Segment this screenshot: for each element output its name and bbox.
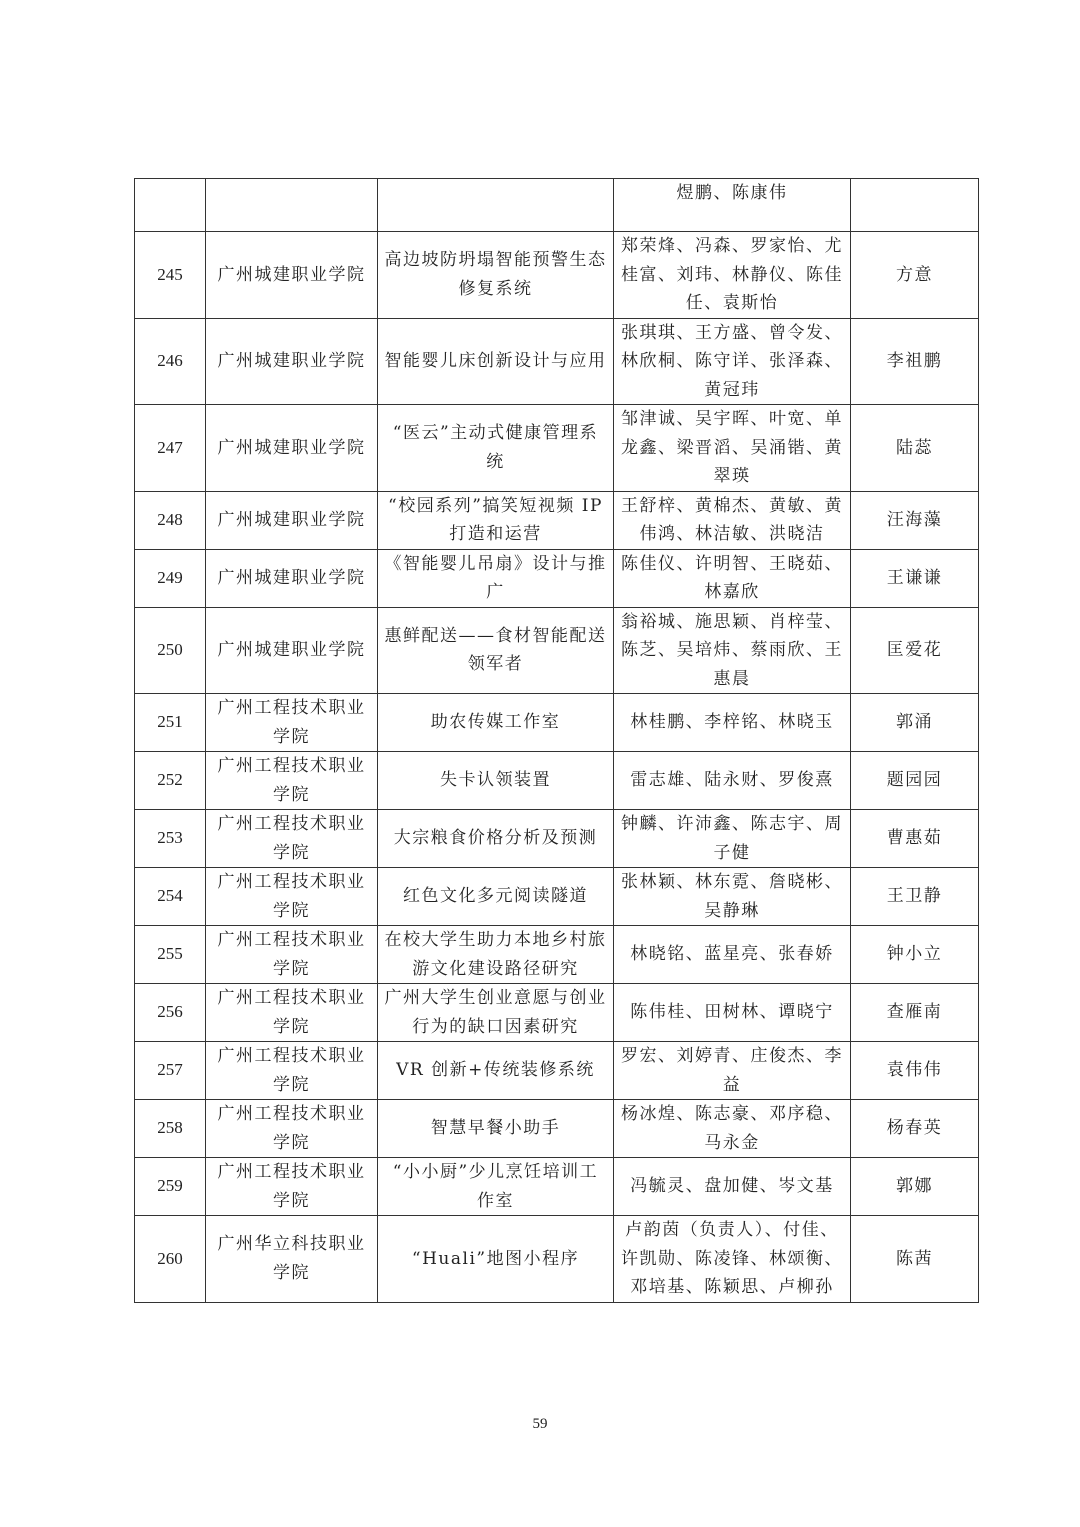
cell-project: 助农传媒工作室 (378, 694, 614, 752)
table-row (135, 549, 979, 607)
cell-members: 郑荣烽、冯森、罗家怡、尤桂富、刘玮、林静仪、陈佳任、袁斯怡 (614, 232, 851, 319)
cell-project: VR 创新+传统装修系统 (378, 1042, 614, 1100)
table-row (135, 1042, 979, 1100)
table-row (135, 491, 979, 549)
cell-school: 广州工程技术职业学院 (206, 1158, 378, 1216)
cell-members: 陈伟桂、田树林、谭晓宁 (614, 984, 851, 1042)
table-row (135, 1100, 979, 1158)
cell-school: 广州工程技术职业学院 (206, 810, 378, 868)
cell-advisor (851, 179, 979, 232)
cell-number: 251 (135, 694, 206, 752)
cell-advisor: 题园园 (851, 752, 979, 810)
cell-advisor: 郭涌 (851, 694, 979, 752)
table-row (135, 232, 979, 319)
table-row (135, 926, 979, 984)
cell-members: 雷志雄、陆永财、罗俊熹 (614, 752, 851, 810)
cell-advisor: 陆蕊 (851, 405, 979, 492)
cell-number: 250 (135, 607, 206, 694)
cell-number: 256 (135, 984, 206, 1042)
cell-school: 广州城建职业学院 (206, 405, 378, 492)
table-row (135, 607, 979, 694)
cell-advisor: 李祖鹏 (851, 318, 979, 405)
table-row (135, 179, 979, 232)
cell-members: 冯毓灵、盘加健、岑文基 (614, 1158, 851, 1216)
cell-school: 广州工程技术职业学院 (206, 1100, 378, 1158)
cell-project: 《智能婴儿吊扇》设计与推广 (378, 549, 614, 607)
cell-number: 252 (135, 752, 206, 810)
cell-number: 260 (135, 1216, 206, 1303)
table-body (135, 179, 979, 1303)
cell-advisor: 陈茜 (851, 1216, 979, 1303)
cell-number: 254 (135, 868, 206, 926)
cell-advisor: 方意 (851, 232, 979, 319)
cell-advisor: 曹惠茹 (851, 810, 979, 868)
cell-school: 广州工程技术职业学院 (206, 868, 378, 926)
cell-members: 卢韵茵（负责人）、付佳、许凯勋、陈凌锋、林颂衡、邓培基、陈颖思、卢柳孙 (614, 1216, 851, 1303)
cell-advisor: 钟小立 (851, 926, 979, 984)
cell-number (135, 179, 206, 232)
cell-project: 智慧早餐小助手 (378, 1100, 614, 1158)
cell-advisor: 汪海藻 (851, 491, 979, 549)
cell-project: 失卡认领装置 (378, 752, 614, 810)
cell-project: 智能婴儿床创新设计与应用 (378, 318, 614, 405)
cell-members: 张琪琪、王方盛、曾令发、林欣桐、陈守详、张泽森、黄冠玮 (614, 318, 851, 405)
cell-advisor: 王卫静 (851, 868, 979, 926)
cell-number: 255 (135, 926, 206, 984)
cell-project: “校园系列”搞笑短视频 IP 打造和运营 (378, 491, 614, 549)
cell-members: 林桂鹏、李梓铭、林晓玉 (614, 694, 851, 752)
cell-number: 249 (135, 549, 206, 607)
cell-project: “医云”主动式健康管理系统 (378, 405, 614, 492)
cell-advisor: 郭娜 (851, 1158, 979, 1216)
cell-number: 259 (135, 1158, 206, 1216)
cell-members: 陈佳仪、许明智、王晓茹、林嘉欣 (614, 549, 851, 607)
cell-school: 广州工程技术职业学院 (206, 694, 378, 752)
cell-school: 广州城建职业学院 (206, 607, 378, 694)
cell-number: 246 (135, 318, 206, 405)
cell-advisor: 王谦谦 (851, 549, 979, 607)
cell-project: 在校大学生助力本地乡村旅游文化建设路径研究 (378, 926, 614, 984)
cell-school: 广州城建职业学院 (206, 491, 378, 549)
awards-table (134, 178, 979, 1303)
cell-number: 257 (135, 1042, 206, 1100)
cell-members: 张林颖、林东霓、詹晓彬、吴静琳 (614, 868, 851, 926)
table-row (135, 810, 979, 868)
table-row (135, 1216, 979, 1303)
cell-project: 红色文化多元阅读隧道 (378, 868, 614, 926)
cell-advisor: 袁伟伟 (851, 1042, 979, 1100)
cell-number: 247 (135, 405, 206, 492)
cell-school: 广州工程技术职业学院 (206, 752, 378, 810)
cell-members: 煜鹏、陈康伟 (614, 179, 851, 232)
cell-project: 高边坡防坍塌智能预警生态修复系统 (378, 232, 614, 319)
table-row (135, 752, 979, 810)
cell-project: 广州大学生创业意愿与创业行为的缺口因素研究 (378, 984, 614, 1042)
table-row (135, 318, 979, 405)
cell-advisor: 匡爱花 (851, 607, 979, 694)
cell-number: 245 (135, 232, 206, 319)
cell-school (206, 179, 378, 232)
cell-project: 大宗粮食价格分析及预测 (378, 810, 614, 868)
page-number: 59 (532, 1416, 548, 1432)
table-row (135, 405, 979, 492)
cell-school: 广州工程技术职业学院 (206, 926, 378, 984)
cell-school: 广州工程技术职业学院 (206, 984, 378, 1042)
cell-project: “Huali”地图小程序 (378, 1216, 614, 1303)
cell-project: 惠鲜配送——食材智能配送领军者 (378, 607, 614, 694)
cell-number: 258 (135, 1100, 206, 1158)
cell-members: 王舒梓、黄棉杰、黄敏、黄伟鸿、林洁敏、洪晓洁 (614, 491, 851, 549)
cell-members: 罗宏、刘婷青、庄俊杰、李益 (614, 1042, 851, 1100)
cell-school: 广州城建职业学院 (206, 318, 378, 405)
cell-number: 253 (135, 810, 206, 868)
cell-members: 邹津诚、吴宇晖、叶宽、单龙鑫、梁晋滔、吴涌锴、黄翠瑛 (614, 405, 851, 492)
cell-school: 广州华立科技职业学院 (206, 1216, 378, 1303)
cell-members: 杨冰煌、陈志豪、邓序稳、马永金 (614, 1100, 851, 1158)
cell-number: 248 (135, 491, 206, 549)
table-row (135, 1158, 979, 1216)
cell-project (378, 179, 614, 232)
cell-project: “小小厨”少儿烹饪培训工作室 (378, 1158, 614, 1216)
table-row (135, 868, 979, 926)
cell-members: 林晓铭、蓝星亮、张春娇 (614, 926, 851, 984)
table-row (135, 984, 979, 1042)
cell-advisor: 杨春英 (851, 1100, 979, 1158)
cell-school: 广州工程技术职业学院 (206, 1042, 378, 1100)
cell-members: 钟麟、许沛鑫、陈志宇、周子健 (614, 810, 851, 868)
cell-members: 翁裕城、施思颖、肖梓莹、陈芝、吴培炜、蔡雨欣、王惠晨 (614, 607, 851, 694)
cell-school: 广州城建职业学院 (206, 549, 378, 607)
cell-school: 广州城建职业学院 (206, 232, 378, 319)
cell-advisor: 查雁南 (851, 984, 979, 1042)
table-row (135, 694, 979, 752)
